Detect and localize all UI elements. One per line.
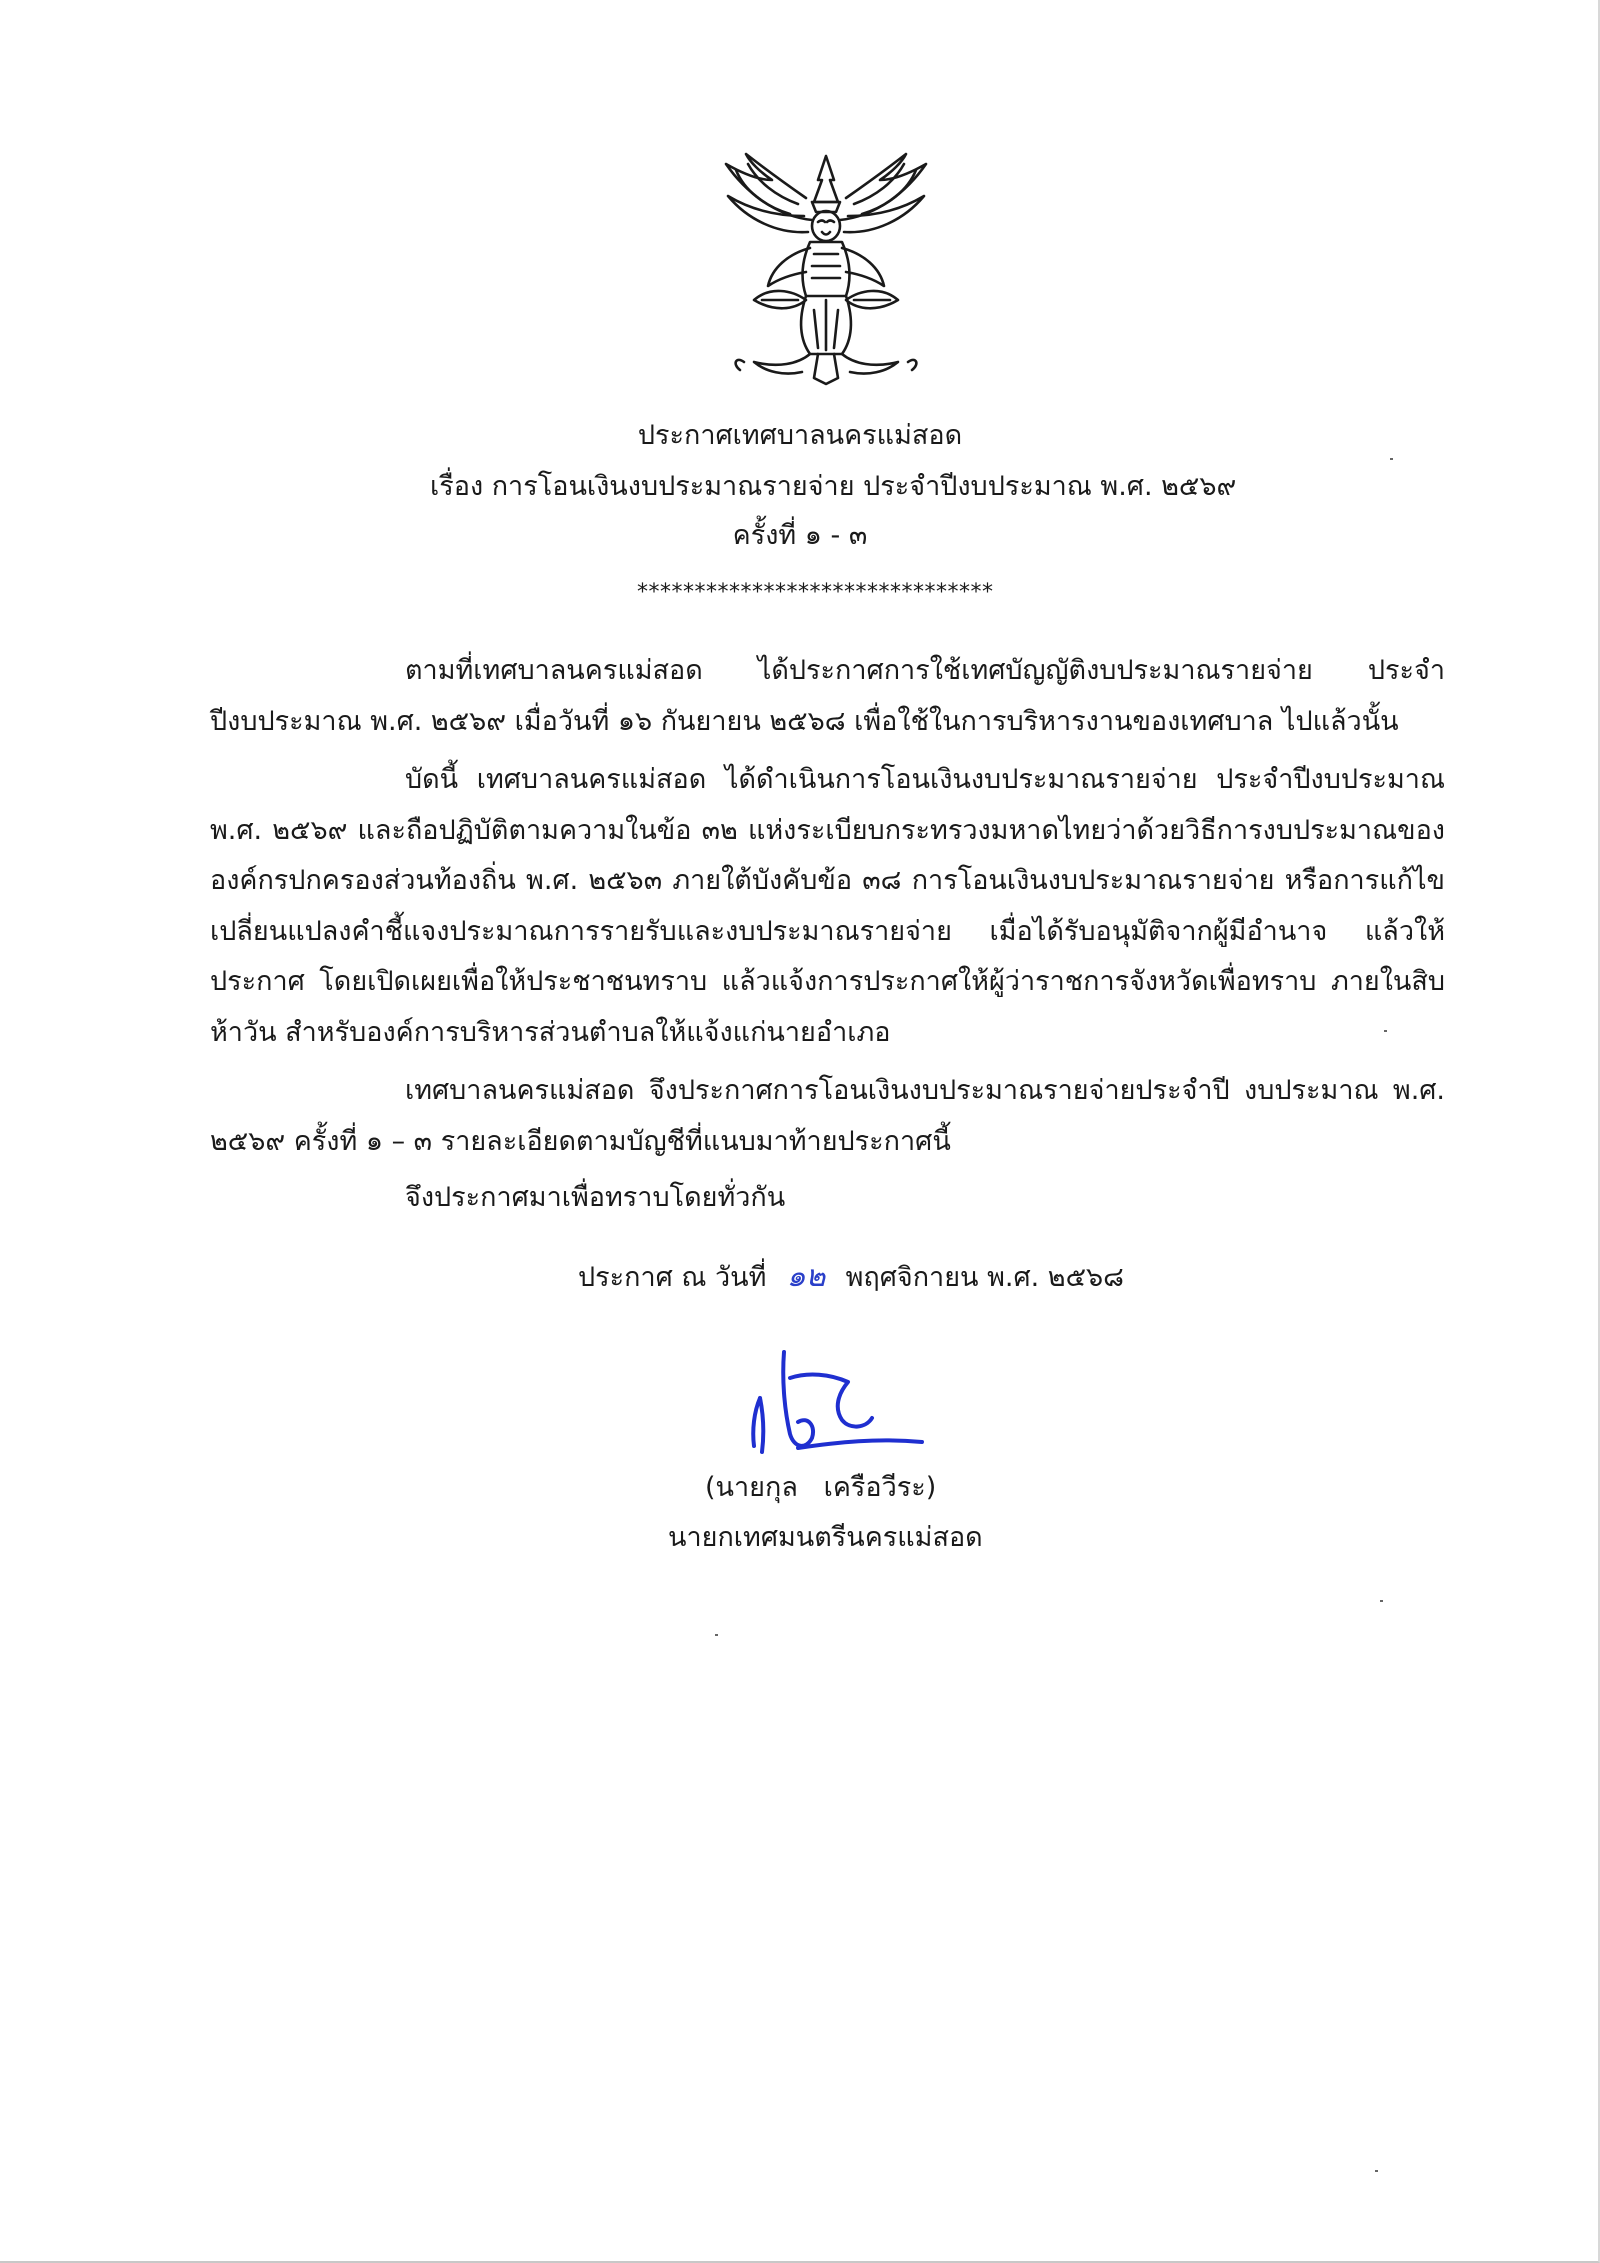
date-month-year: พฤศจิกายน พ.ศ. ๒๕๖๘ [845,1262,1124,1293]
paragraph-3-text: เทศบาลนครแม่สอด จึงประกาศการโอนเงินงบประมาณรายจ่ายประจำปี งบประมาณ พ.ศ. ๒๕๖๙ ครั้งที่ ๑ – ๓ รายละเอียดตามบัญชีที่แนบมาท้ายประกาศนี้ [210,1075,1445,1157]
date-prefix: ประกาศ ณ วันที่ [578,1262,767,1293]
paragraph-3 [210,1066,1445,1167]
paragraph-1-text: ตามที่เทศบาลนครแม่สอด ได้ประกาศการใช้เทศบัญญัติงบประมาณรายจ่าย ประจำปีงบประมาณ พ.ศ. ๒๕๖๙ เมื่อวันที่ ๑๖ กันยายน ๒๕๖๘ เพื่อใช้ในการบริหารงานของเทศบาล ไปแล้วนั้น [210,655,1445,737]
paragraph-1 [210,646,1445,747]
scan-speck [1384,1030,1387,1032]
paragraph-2-text: บัดนี้ เทศบาลนครแม่สอด ได้ดำเนินการโอนเงินงบประมาณรายจ่าย ประจำปีงบประมาณ พ.ศ. ๒๕๖๙ และถือปฏิบัติตามความในข้อ ๓๒ แห่งระเบียบกระทรวงมหาดไทยว่าด้วยวิธีการงบประมาณขององค์กรปกครองส่วนท้องถิ่น พ.ศ. ๒๕๖๓ ภายใต้บังคับข้อ ๓๘ การโอนเงินงบประมาณรายจ่าย หรือการแก้ไขเปลี่ยนแปลงคำชี้แจงประมาณการรายรับและงบประมาณรายจ่าย เมื่อได้รับอนุมัติจากผู้มีอำนาจ แล้วให้ประกาศ โดยเปิดเผยเพื่อให้ประชาชนทราบ แล้วแจ้งการประกาศให้ผู้ว่าราชการจังหวัดเพื่อทราบ ภายในสิบห้าวัน สำหรับองค์การบริหารส่วนตำบลให้แจ้งแก่นายอำเภอ [210,764,1445,1048]
date-day-handwritten: ๑๒ [786,1259,826,1294]
paragraph-2 [210,755,1445,1058]
scan-speck [715,1634,718,1636]
separator-line: ******************************* [637,580,994,605]
handwritten-signature-icon [738,1338,938,1463]
announcement-subject: เรื่อง การโอนเงินงบประมาณรายจ่าย ประจำปีงบประมาณ พ.ศ. ๒๕๖๙ [430,471,1237,502]
garuda-emblem-icon [714,150,938,388]
announcement-title: ประกาศเทศบาลนครแม่สอด [637,420,963,451]
signatory-name: (นายกุล เครือวีระ) [705,1472,937,1503]
closing-statement: จึงประกาศมาเพื่อทราบโดยทั่วกัน [405,1182,786,1213]
announcement-round: ครั้งที่ ๑ - ๓ [732,520,868,551]
scan-speck [1390,458,1393,460]
scan-speck [1380,1600,1383,1602]
scan-speck [1375,2170,1378,2172]
signatory-position: นายกเทศมนตรีนครแม่สอด [668,1522,983,1553]
announcement-date [578,1257,1124,1298]
